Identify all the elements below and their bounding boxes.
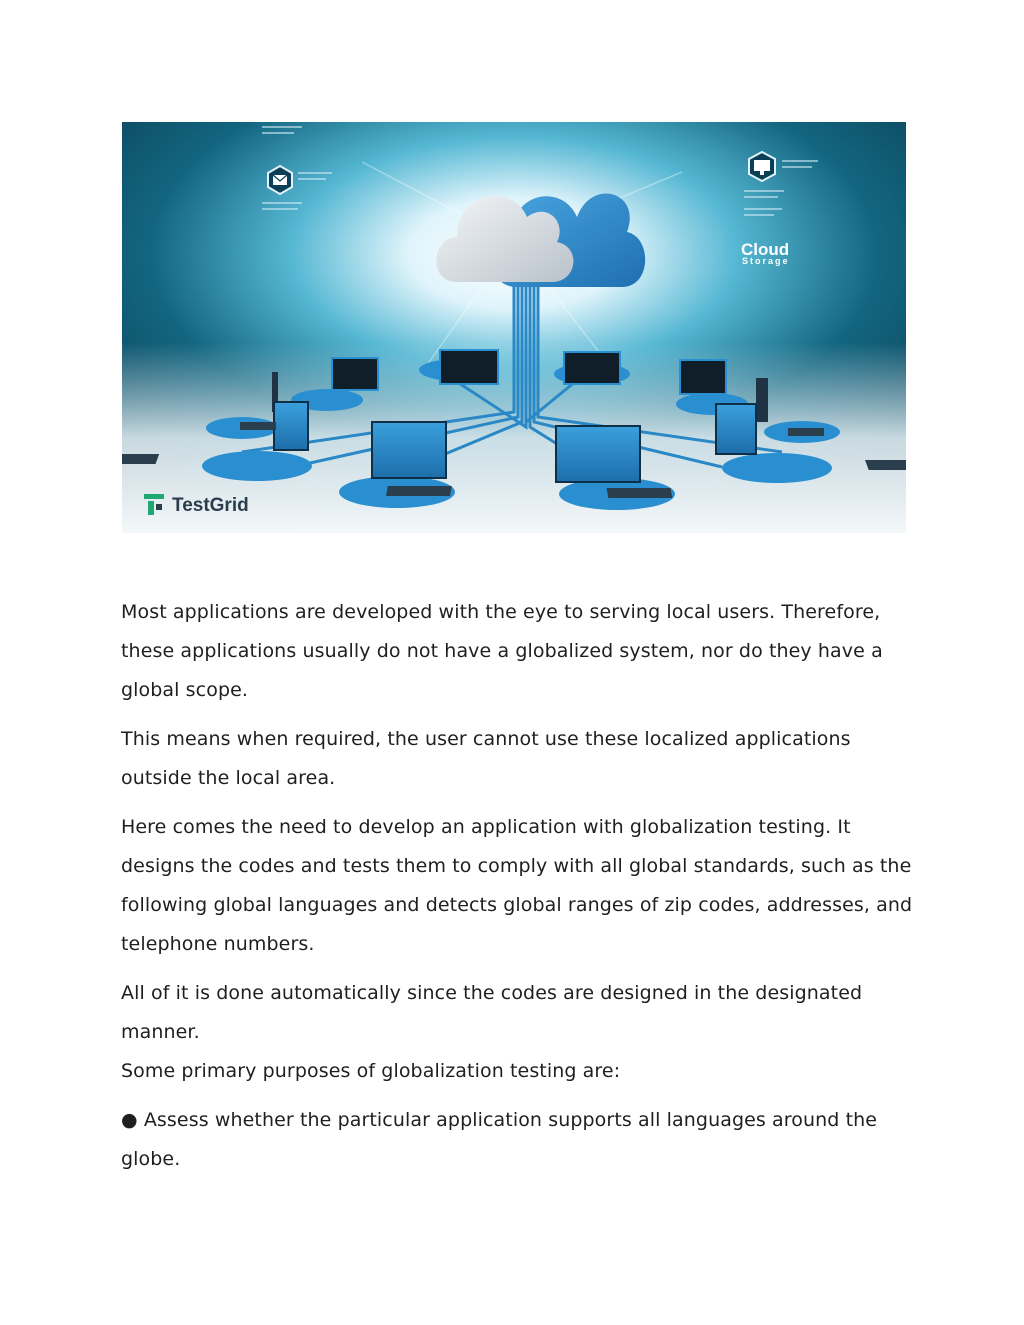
cloud-label-sub: Storage xyxy=(742,256,790,266)
cloud-storage-illustration xyxy=(122,122,906,533)
mail-icon xyxy=(268,166,292,194)
monitor-icon xyxy=(749,152,775,181)
document-body xyxy=(121,593,921,1179)
paragraph-localized: This means when required, the user cannot use these localized applications outside the local area. xyxy=(121,728,851,789)
paragraph-automatic: All of it is done automatically since the codes are designed in the designated manner. xyxy=(121,982,863,1043)
paragraph-intro: Most applications are developed with the eye to serving local users. Therefore, these applications usually do not have a globalized system, nor do they have a global scope. xyxy=(121,601,883,701)
paragraph-purposes: Some primary purposes of globalization testing are: xyxy=(121,1060,621,1082)
bullet-item: ● Assess whether the particular application supports all languages around the globe. xyxy=(121,1109,878,1170)
paragraph-need: Here comes the need to develop an application with globalization testing. It designs the codes and tests them to comply with all global standards, such as the following global languages and detects global ranges of zip codes, addresses, and telephone numbers. xyxy=(121,816,913,955)
logo-text: TestGrid xyxy=(172,495,249,516)
cloud-label-main: Cloud xyxy=(741,240,790,259)
